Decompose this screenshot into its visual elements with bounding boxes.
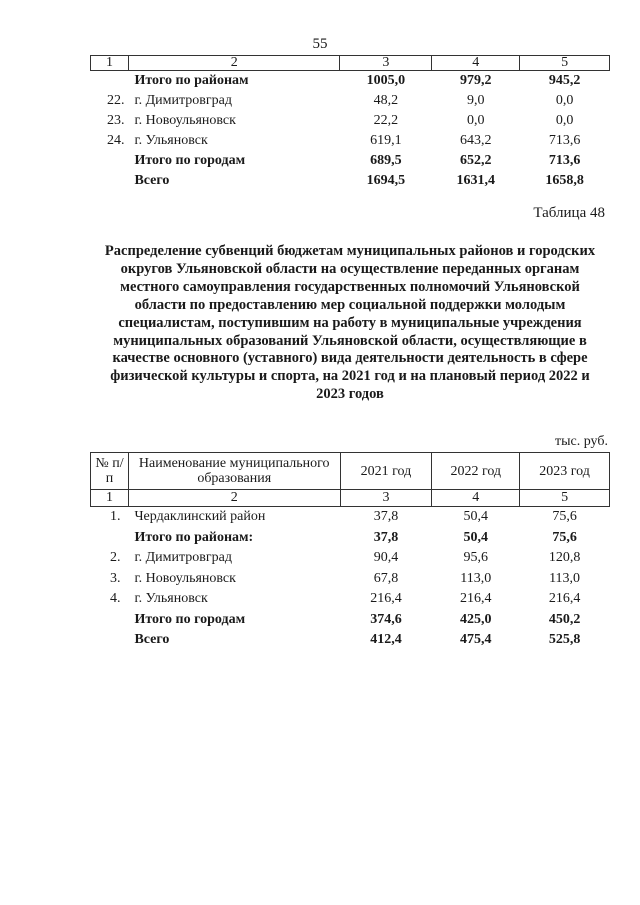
- table-body: [91, 507, 610, 651]
- value-2023: 713,6: [548, 153, 581, 168]
- value-2023: 0,0: [555, 93, 574, 108]
- row-name: Итого по городам: [134, 153, 246, 168]
- column-index: 3: [340, 56, 432, 71]
- row-number: 4.: [109, 591, 121, 606]
- value-2023: 713,6: [548, 133, 581, 148]
- column-index: 1: [91, 56, 129, 71]
- column-index: 1: [91, 490, 129, 507]
- row-number: [91, 610, 129, 631]
- column-index-row: [91, 56, 610, 71]
- table-row: [91, 171, 610, 191]
- header-2022: 2022 год: [432, 453, 520, 490]
- header-2023: 2023 год: [520, 453, 610, 490]
- value-2023: 75,6: [552, 509, 577, 524]
- row-number: [91, 71, 129, 92]
- table-row: [91, 548, 610, 569]
- row-number: [91, 630, 129, 651]
- row-name: Всего: [134, 173, 170, 188]
- row-number: 22.: [106, 93, 125, 108]
- table-body: [91, 71, 610, 192]
- value-2022: 216,4: [460, 591, 492, 606]
- row-name: г. Ульяновск: [134, 133, 208, 148]
- row-name: г. Димитровград: [134, 550, 232, 565]
- table-continued: [90, 55, 610, 191]
- value-2023: 216,4: [548, 591, 581, 606]
- value-2022: 1631,4: [456, 173, 495, 188]
- table-row: [91, 589, 610, 610]
- value-2022: 9,0: [466, 93, 485, 108]
- table-row: [91, 507, 610, 528]
- units-label: тыс. руб.: [555, 434, 608, 449]
- value-2022: 979,2: [459, 73, 492, 88]
- column-index: 2: [128, 56, 340, 71]
- row-name: г. Новоульяновск: [134, 570, 236, 586]
- table-row: [91, 569, 610, 590]
- value-2023: 113,0: [549, 570, 581, 586]
- value-2021: 1005,0: [366, 73, 406, 88]
- value-2022: 652,2: [459, 153, 492, 168]
- value-2022: 113,0: [460, 570, 492, 586]
- value-2023: 450,2: [548, 611, 581, 627]
- table-row: [91, 131, 610, 151]
- value-2021: 216,4: [370, 591, 402, 606]
- value-2021: 90,4: [373, 550, 399, 565]
- value-2021: 619,1: [370, 133, 402, 148]
- value-2022: 95,6: [463, 550, 488, 565]
- row-name: Итого по городам: [134, 611, 246, 627]
- value-2021: 37,8: [373, 509, 399, 524]
- row-number: [91, 171, 129, 191]
- table-title: Распределение субвенций бюджетам муниципальных районов и городских округов Ульяновской области на осуществление переданных органам местного самоуправления государственных полномочий Ульяновской области по предоставлению мер социальной поддержки молодым специалистам, поступившим на работу в муниципальные учреждения муниципальных образований Ульяновской области, осуществляющие в качестве основного (уставного) вида деятельности деятельность в сфере физической культуры и спорта, на 2021 год и на плановый период 2022 и 2023 годов: [104, 243, 596, 403]
- row-number: 2.: [109, 550, 121, 565]
- column-index: 4: [432, 56, 520, 71]
- value-2022: 425,0: [460, 611, 492, 627]
- row-number: 3.: [109, 570, 121, 586]
- column-index: 5: [520, 56, 610, 71]
- value-2023: 75,6: [552, 529, 577, 545]
- column-index: 4: [432, 490, 520, 507]
- row-name: г. Новоульяновск: [134, 113, 236, 128]
- column-index: 2: [128, 490, 340, 507]
- subsidy-table: [90, 452, 610, 651]
- table-row: [91, 610, 610, 631]
- table-row: [91, 111, 610, 131]
- table-row: [91, 528, 610, 549]
- value-2023: 0,0: [555, 113, 574, 128]
- value-2022: 50,4: [463, 529, 488, 545]
- value-2021: 67,8: [373, 570, 399, 586]
- table-label: Таблица 48: [533, 205, 605, 221]
- row-name: г. Димитровград: [134, 93, 232, 108]
- row-number: 24.: [106, 133, 125, 148]
- header-name: Наименование муниципального образования: [128, 453, 340, 490]
- value-2022: 643,2: [459, 133, 492, 148]
- row-number: 1.: [109, 509, 121, 524]
- value-2021: 412,4: [370, 632, 402, 647]
- table-row: [91, 630, 610, 651]
- value-2021: 22,2: [373, 113, 399, 128]
- value-2023: 1658,8: [545, 173, 584, 188]
- value-2021: 48,2: [373, 93, 399, 108]
- row-name: Чердаклинский район: [134, 509, 266, 524]
- header-num: № п/п: [91, 453, 129, 490]
- row-name: Всего: [134, 632, 170, 647]
- row-number: 23.: [106, 113, 125, 128]
- table-row: [91, 151, 610, 171]
- value-2022: 475,4: [460, 632, 492, 647]
- row-name: Итого по районам: [134, 73, 249, 88]
- value-2022: 0,0: [466, 113, 485, 128]
- header-row: [91, 453, 610, 490]
- row-name: Итого по районам:: [134, 529, 254, 545]
- table-row: [91, 91, 610, 111]
- column-index: 5: [520, 490, 610, 507]
- value-2021: 1694,5: [366, 173, 406, 188]
- value-2021: 689,5: [370, 153, 402, 168]
- column-index: 3: [340, 490, 432, 507]
- row-name: г. Ульяновск: [134, 591, 208, 606]
- value-2022: 50,4: [463, 509, 488, 524]
- row-number: [91, 528, 129, 549]
- column-index-row: [91, 490, 610, 507]
- value-2023: 120,8: [548, 550, 581, 565]
- value-2021: 374,6: [370, 611, 402, 627]
- value-2023: 945,2: [548, 73, 581, 88]
- table-row: [91, 71, 610, 92]
- value-2021: 37,8: [373, 529, 399, 545]
- header-2021: 2021 год: [340, 453, 432, 490]
- value-2023: 525,8: [548, 632, 581, 647]
- page-number: 55: [312, 36, 328, 52]
- row-number: [91, 151, 129, 171]
